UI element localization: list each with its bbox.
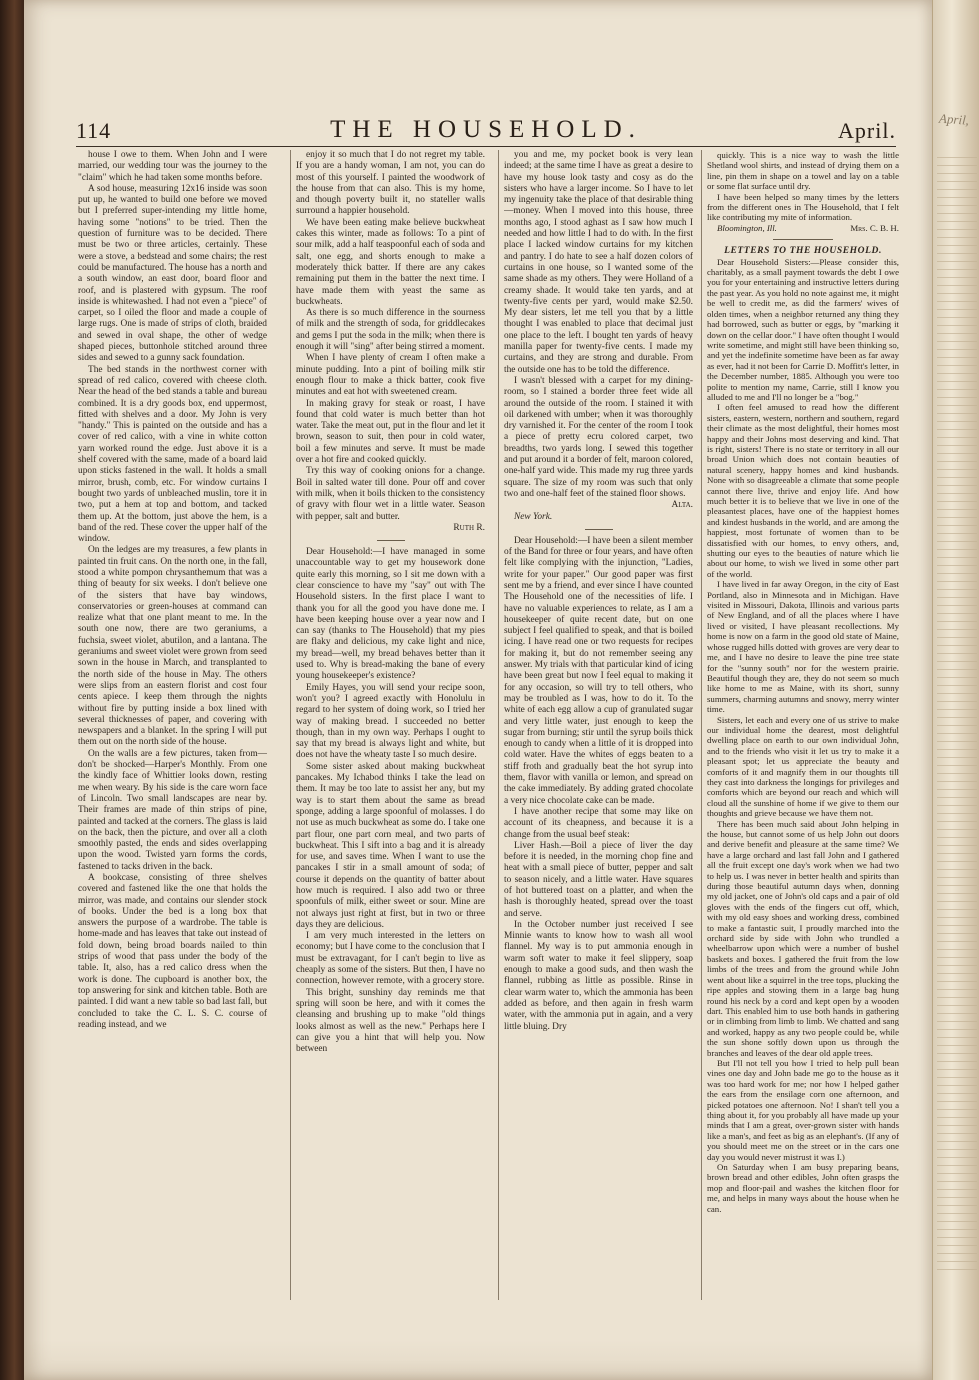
book-binding [0,0,24,1380]
edge-line [937,349,977,350]
paragraph: On Saturday when I am busy preparing beans, brown bread and other edibles, John often grasps the mop and floor-pail and washes the kitchen floor for me, and helps in many ways about the house when he can. [707,1162,899,1214]
edge-line [937,269,977,270]
edge-line [937,725,977,726]
edge-line [937,213,977,214]
letter-place: Bloomington, Ill. [717,222,777,233]
edge-line [937,1013,977,1014]
edge-line [937,413,977,414]
column-rule [701,150,702,1300]
paragraph: I have lived in far away Oregon, in the city of East Portland, also in Minnesota and in Michigan. Have visited in Missouri, Dakota, Illinois and various parts of New England, and of all the places where I have lived or visited, I have pleasant recollections. My home is now on a farm in the good old state of Maine, whose rugged hills dotted with groves are very dear to me, and I have no desire to leave the pine tree state for the "sunny south" nor for the western prairie. Beautiful though they are, they do not seem so much like home to me as Maine, with its short, sunny summers, charming autumns and snowy, merry winter time. [707,579,899,715]
edge-line [937,181,977,182]
edge-line [937,901,977,902]
edge-line [937,1221,977,1222]
paragraph: But I'll not tell you how I tried to help pull bean vines one day and John bade me go to the house as it was too hard work for me; nor how I helped gather the ears from the ensilage corn one afternoon, and picked potatoes one afternoon. No! I shan't tell you a thing about it, for you probably all have made up your minds that I am a great, over-grown sister with hands like a man's, and feet as big as an elephant's. (If any of you should meet me on the street or in the cars one day you would never mistrust it was I.) [707,1057,899,1162]
paragraph: I often feel amused to read how the different sisters, eastern, western, northern and southern, regard their climate as the most delightful, their homes most happy and their Johns most deserving and kind. That is right, sisters! There is no state or territory in all our broad Union which does not contain beauties of natural scenery, happy homes and kind husbands. None with so disagreeable a climate that some people cannot there live, thrive and enjoy life. And how much better it is to believe that we live in one of the pleasantest places, have one of the happiest homes and kindest husbands in the world, and are among the happiest, most fortunate of women than to be dissatisfied with our homes, to envy others, and, shutting our eyes to the beauties of nature which lie about our home, to wish we lived in some other part of the world. [707,402,899,579]
edge-line [937,1269,977,1270]
edge-line [937,821,977,822]
edge-line [937,837,977,838]
edge-line [937,589,977,590]
edge-line [937,557,977,558]
edge-line [937,509,977,510]
edge-line [937,861,977,862]
paragraph: A bookcase, consisting of three shelves covered and fastened like the one that holds the mirror, was made, and contains our slender stock of books. Under the bed is a long box that answers the purpose of a wardrobe. The table is home-made and has leaves that take out instead of fold down, being broad boards nailed to thin strips of wood that pass under the body of the table. It, also, has a red calico dress when the work is done. The cupboard is another box, the top answering for sink and kitchen table. Both are painted. I did want a new table so bad last fall, but concluded to take the C. L. S. C. course of reading instead, and we [78,873,267,1030]
edge-line [937,805,977,806]
edge-line [937,165,977,166]
edge-line [937,957,977,958]
edge-line [937,525,977,526]
edge-line [937,501,977,502]
edge-line [937,1173,977,1174]
paragraph: When I have plenty of cream I often make a minute pudding. Into a pint of boiling milk stir enough flour to make a thick batter, cook five minutes and eat hot with sweetened cream. [296,353,485,398]
edge-line [937,661,977,662]
edge-line [937,285,977,286]
edge-line [937,1109,977,1110]
paragraph: Dear Household Sisters:—Please consider this, charitably, as a small payment towards the debt I owe you for your entertaining and instructive letters during the past year. As you hold no note against me, it might be well to credit me, as did the farmers' wives of olden times, when a neighbor returned any thing they had borrowed, such as butter or eggs, by "marking it down on the cellar door." I have often thought I would write sometime, and might still have been thinking so, and yet the indefinite sometime have been as far away as ever, had it not been for Carrie D. Moffitt's letter, in the December number, 1885. Although you were too polite to mention my name, Carrie, still I know you alluded to me and I'll no longer be a "bog." [707,256,899,402]
edge-line [937,1213,977,1214]
issue-month: April. [838,118,896,143]
paragraph: I am very much interested in the letters on economy; but I have come to the conclusion that I must be extravagant, for I can't begin to live as cheaply as some of the sisters. But then, I have no connection, however remote, with a grocery store. [296,931,485,987]
edge-line [937,917,977,918]
edge-line [937,261,977,262]
text-column-3 [504,150,693,1310]
edge-line [937,869,977,870]
edge-line [937,1165,977,1166]
paragraph: I wasn't blessed with a carpet for my dining-room, so I stained a border three feet wide all around the outside of the room. I stained it with oil darkened with umber; when it was thoroughly dry varnished it. For the center of the room I took a piece of pretty ecru colored carpet, two breadths, two yards long. I sewed this together and put around it a border of felt, maroon colored, one-half yard wide. This made my rug three yards square. The size of my room was such that only two and one-half feet of the stained floor shows. [504,375,693,499]
edge-line [937,221,977,222]
edge-line [937,685,977,686]
edge-line [937,1253,977,1254]
edge-line [937,1029,977,1030]
edge-line [937,949,977,950]
letter-separator [585,529,613,530]
edge-line [937,469,977,470]
edge-line [937,205,977,206]
paragraph: Dear Household:—I have managed in some unaccountable way to get my housework done quite early this morning, so I sit me down with a clear conscience to have my "say" out with The Household sisters. In the first place I want to thank you for all the good you have done me. I have been keeping house over a year now and I can say (thanks to The Household) that my pies are flaky and delicious, my cake light and nice, my bread—well, my bread behaves better than it used to. Why is bread-making the bane of every young housekeeper's existence? [296,547,485,682]
edge-line [937,981,977,982]
edge-line [937,653,977,654]
edge-line [937,789,977,790]
edge-line [937,749,977,750]
edge-line [937,325,977,326]
edge-line [937,773,977,774]
next-page-edge [932,0,979,1380]
paragraph: Dear Household:—I have been a silent member of the Band for three or four years, and have often felt like complying with the injunction, "Ladies, write for your paper." Our good paper was first sent me by a friend, and ever since I have counted The Household one of the necessities of life. I have no valuable experiences to relate, as I am a housekeeper of quite recent date, but on one subject I feel qualified to speak, and that is boiled icing. I have read one or two requests for recipes for making it, but do not remember seeing any answer. My trials with that particular kind of icing have been great but now I feel equal to making it for any occasion, so will try to tell others, who may be troubled as I was, how to do it. To the white of each egg allow a cup of granulated sugar and very little water, just enough to keep the sugar from burning; stir until the syrup boils thick enough to candy when a little of it is dropped into cold water. Have the whites of eggs beaten to a stiff froth and gradually beat the hot syrup into them, flavor with vanilla or lemon, and spread on the cake immediately. By adding grated chocolate a very nice chocolate cake can be made. [504,535,693,806]
edge-line [937,621,977,622]
edge-line [937,1141,977,1142]
edge-line [937,717,977,718]
edge-line [937,669,977,670]
edge-line [937,893,977,894]
edge-line [937,573,977,574]
edge-line [937,1149,977,1150]
paragraph: you and me, my pocket book is very lean indeed; at the same time I have as great a desire to have my house look tasty and cosy as do the sisters who have a larger income. So I have to let my ingenuity take the place of that desirable thing—money. When I moved into this house, three months ago, I stood aghast as I saw how much I needed and how little I had to do with. In the first place I lacked window curtains for my kitchen and pantry. I do hate to see a half dozen colors of curtains in one house, so I wanted some of the same shade as my others. They were Holland of a creamy shade. It would take ten yards, and at twenty-five cents per yard, would make $2.50. My dear sisters, let me tell you that by a little thought I was enabled to place that decimal just one place to the left. I bought ten yards of heavy manilla paper for twenty-five cents. I made my curtains, and they are strong and durable. From the outside one has to be told the difference. [504,150,693,375]
edge-line [937,781,977,782]
edge-line [937,229,977,230]
edge-line [937,477,977,478]
edge-line [937,533,977,534]
edge-line [937,1205,977,1206]
edge-line [937,333,977,334]
edge-line [937,605,977,606]
edge-line [937,1189,977,1190]
edge-line [937,397,977,398]
edge-line [937,965,977,966]
edge-line [937,1125,977,1126]
edge-line [937,237,977,238]
edge-line [937,1133,977,1134]
edge-line [937,245,977,246]
edge-line [937,581,977,582]
paragraph: The bed stands in the northwest corner with spread of red calico, covered with cheese cloth. Near the head of the bed stands a table and bureau combined. It is a dry goods box, end uppermost, fitted with shelves and a door. My John is very "handy." This is painted on the outside and has a cover of red calico, with a vine in white cotton yarn worked round the edge. Just above it is a shelf covered with the same, made of a board laid upon sticks fastened in the wall. It holds a small mirror, brush, comb, etc. For window curtains I bought two yards of unbleached muslin, tore it in two, put a hem at top and bottom, and tacked them up. At the bottom, just above the hem, is a band of the red. These cover the upper half of the window. [78,364,267,545]
letter-signature: Mrs. C. B. H. [850,222,899,233]
edge-line [937,453,977,454]
edge-line [937,365,977,366]
paragraph: Try this way of cooking onions for a change. Boil in salted water till done. Pour off and cover with milk, when it boils thicken to the consistency of gravy with flour wet in a little water. Season with pepper, salt and butter. [296,466,485,522]
edge-running-head: April, [938,110,970,128]
edge-line [937,357,977,358]
paragraph: I have another recipe that some may like on account of its cheapness, and because it is a change from the usual beef steak: [504,806,693,840]
edge-line [937,829,977,830]
edge-line [937,797,977,798]
edge-line [937,1045,977,1046]
letter-place: New York. [514,511,553,522]
edge-line [937,493,977,494]
edge-line [937,485,977,486]
edge-line [937,645,977,646]
edge-line [937,309,977,310]
signature-line [707,223,899,233]
edge-line [937,1061,977,1062]
edge-line [937,293,977,294]
edge-line [937,429,977,430]
paragraph: quickly. This is a nice way to wash the little Shetland wool shirts, and instead of drying them on a line, pin them in shape on a towel and lay on a table or some flat surface until dry. [707,150,899,192]
paragraph: As there is so much difference in the sourness of milk and the strength of soda, for griddlecakes and gems I put the soda in the milk; when there is enough it will "sing" after being stirred a moment. [296,308,485,353]
edge-line [937,885,977,886]
edge-line [937,517,977,518]
paragraph: enjoy it so much that I do not regret my table. If you are a handy woman, I am not, you can do most of this yourself. I painted the woodwork of the house from that can also. This is my home, and though poverty built it, no stateller walls surround a happier household. [296,150,485,217]
edge-line [937,389,977,390]
paragraph: house I owe to them. When John and I were married, our wedding tour was the journey to the "claim" which he had taken some months before. [78,150,267,183]
edge-line [937,757,977,758]
paragraph: I have been helped so many times by the letters from the different ones in The Household, that I felt like contributing my mite of information. [707,191,899,223]
edge-line [937,909,977,910]
edge-line [937,189,977,190]
edge-line [937,989,977,990]
edge-line [937,1101,977,1102]
edge-line [937,1261,977,1262]
edge-line [937,157,977,158]
edge-line [937,1117,977,1118]
edge-line [937,445,977,446]
edge-line [937,709,977,710]
edge-line [937,301,977,302]
edge-line [937,813,977,814]
edge-line [937,173,977,174]
edge-line [937,421,977,422]
edge-line [937,381,977,382]
edge-text-lines [937,150,977,1277]
paragraph: This bright, sunshiny day reminds me that spring will soon be here, and with it comes the cleansing and brushing up to make "old things looks almost as well as the new." Perhaps here I can give you a hint that will help you. Now between [296,987,485,1055]
edge-line [937,741,977,742]
edge-line [937,1237,977,1238]
paragraph: Sisters, let each and every one of us strive to make our individual home the dearest, most delightful dwelling place on earth to our own individual John, and to the friends who visit it let us try to make it a pleasant spot; let us appreciate the beauty and comforts of it and magnify them in our thoughts till they cast into darkness the longings for privileges and comforts which are beyond our reach and which will cloud all the sunshine of home if we give to them our thoughts and grieve because we have them not. [707,714,899,819]
edge-line [937,437,977,438]
edge-line [937,1197,977,1198]
text-column-4 [707,150,899,1310]
edge-line [937,925,977,926]
paragraph: We have been eating make believe buckwheat cakes this winter, made as follows: To a pint of sour milk, add a half teaspoonful each of soda and salt, one egg, and shorts enough to make a moderately thick batter. If there are any cakes remaining put them in the batter the next time. I have made them with yeast the same as buckwheats. [296,217,485,307]
edge-line [937,693,977,694]
letter-signature: Alta. [671,500,693,511]
column-rule [290,150,291,1300]
paragraph: A sod house, measuring 12x16 inside was soon put up, he wanted to build one before we moved but I preferred super-intending my little home, having some "notions" to be tried. Then the question of furniture was to be decided. There must be two or three articles, certainly. These were a stove, a bedstead and some chairs; the rest could be manufactured. The house has a north and a south window, an east door, board floor and roof, and is plastered with gypsum. The roof inside is whitewashed. I had not even a "piece" of carpet, so I oiled the floor and made a couple of large rugs. One is made of strips of cloth, braided and sewed in oval shape, the other of wedge shaped pieces, buttonhole stitched around three sides and sewed to a gunny sack foundation. [78,183,267,364]
edge-line [937,1157,977,1158]
edge-line [937,1005,977,1006]
edge-line [937,461,977,462]
edge-line [937,277,977,278]
section-heading: LETTERS TO THE HOUSEHOLD. [724,246,882,257]
column-rule [498,150,499,1300]
edge-line [937,1021,977,1022]
paragraph: On the ledges are my treasures, a few plants in painted tin fruit cans. On the north one, in the fall, stood a white pompon chrysanthemum that was a thing of beauty for six weeks. I don't believe one of the sisters that have bay windows, conservatories or green-houses at command can realize what that one plant meant to me. In the south one now, there are two geraniums, a fuchsia, sweet violet, abutilon, and a lantana. The geraniums and sweet violet were grown from seed sown in the house in March, and transplanted to the north side of the house in May. The others were slips from an eastern florist and cost four cents apiece. I keep them through the nights without fire by putting inside a box lined with several thicknesses of paper, and covering with newspapers and a blanket. In the spring I will put them out on the north side of the house. [78,545,267,748]
edge-line [937,1093,977,1094]
edge-line [937,877,977,878]
text-column-2 [296,150,485,1310]
letter-signature: Ruth R. [453,522,485,533]
edge-line [937,733,977,734]
page-shadow [24,1340,932,1380]
edge-line [937,597,977,598]
edge-line [937,1245,977,1246]
paragraph: Emily Hayes, you will send your recipe soon, won't you? I agreed exactly with Honolulu in regard to her system of doing work, so I tried her way of making bread. I succeeded no better though, than in my own way. Perhaps I ought to say that my bread is always light and white, but does not have the wheaty taste I so much desire. [296,682,485,761]
masthead-title: THE HOUSEHOLD. [330,116,642,143]
edge-line [937,637,977,638]
edge-line [937,997,977,998]
edge-line [937,253,977,254]
edge-line [937,701,977,702]
paragraph: Some sister asked about making buckwheat pancakes. My Ichabod thinks I take the lead on them. It may be too late to assist her any, but my way is to start them about the same as bread sponge, adding a large spoonful of molasses. I do not use as much buckwheat as some do. I take one part flour, one part corn meal, and two parts of buckwheat. This I sift into a bag and it is already for use, and saves time. When I want to use the pancakes I stir in a small amount of soda; of course it depends on the quantity of batter about how much is required. I also add two or three spoonfuls of milk, either sweet or sour. Mine are not always just right at first, but in two or three days they are delicious. [296,761,485,930]
edge-line [937,765,977,766]
edge-line [937,549,977,550]
edge-line [937,1229,977,1230]
paragraph: In the October number just received I see Minnie wants to know how to wash all wool flannel. My way is to put ammonia enough in warm soft water to make it feel slippery, soap enough to make a good suds, and then wash the flannel, rubbing as little as possible. Rinse in clear warm water to, which the ammonia has been added as before, and then again in fresh warm water, with the ammonia put in again, and a very little bluing. Dry [504,919,693,1032]
edge-line [937,629,977,630]
edge-line [937,1085,977,1086]
edge-line [937,1037,977,1038]
edge-line [937,1053,977,1054]
edge-line [937,565,977,566]
edge-line [937,853,977,854]
paragraph: Liver Hash.—Boil a piece of liver the day before it is needed, in the morning chop fine and heat with a small piece of butter, pepper and salt to season nicely, and a little water. Have squares of hot buttered toast on a platter, and when the hash is thoroughly heated, spread over the toast and serve. [504,840,693,919]
edge-line [937,1077,977,1078]
edge-line [937,941,977,942]
edge-line [937,341,977,342]
edge-line [937,613,977,614]
letter-separator [377,540,405,541]
edge-line [937,845,977,846]
edge-line [937,541,977,542]
edge-line [937,1181,977,1182]
page-header [76,112,896,147]
paragraph: There has been much said about John helping in the house, but cannot some of us help John out doors and derive benefit and pleasure at the same time? We have a large orchard and last fall John and I gathered all the fruit except one day's work when we had two to help us. I was never in better health and spirits than during those beautiful autumn days when, donning my old jacket, one of John's old caps and a pair of old gloves with the ends of the fingers cut off, which, with my old easy shoes and working dress, combined to make a fantastic suit, I proudly marched into the orchard side by side with John who trundled a wheelbarrow upon which were a number of bushel baskets and boxes. I gathered the fruit from the low limbs of the trees and from the ground while John went about like a squirrel in the tree tops, plucking the ripe apples and stowing them in a large bag hung round his neck by a cord and kept open by a wooden dart. This enabled him to use both hands in gathering or in climbing from limb to limb. We chatted and sang and worked, happy as any two people could be, while the sun shone softly down upon us through the branches and leaves of the dear old apple trees. [707,818,899,1058]
paragraph: On the walls are a few pictures, taken from—don't be shocked—Harper's Monthly. From one the kindly face of Whittier looks down, resting me when weary. By his side is the care worn face of Lincoln. Two small landscapes are near by. Their frames are made of thin strips of pine, painted and tacked at the corners. The glass is laid on the back, then the picture, and over all a cloth smoothly pasted, the ends and sides overlapping upon the wood. Twisted yarn forms the cords, fastened to tacks driven in the back. [78,748,267,872]
edge-line [937,317,977,318]
text-column-1 [78,150,267,1310]
edge-line [937,933,977,934]
edge-line [937,677,977,678]
page-number: 114 [76,118,112,143]
edge-line [937,973,977,974]
edge-line [937,1069,977,1070]
edge-line [937,373,977,374]
edge-line [937,405,977,406]
paragraph: In making gravy for steak or roast, I have found that cold water is much better than hot water. Take the meat out, put in the flour and let it brown, season to suit, then pour in cold water, boil a few minutes and serve. It must be made over a hot fire and cooked quickly. [296,398,485,466]
section-separator [773,239,833,240]
edge-line [937,197,977,198]
